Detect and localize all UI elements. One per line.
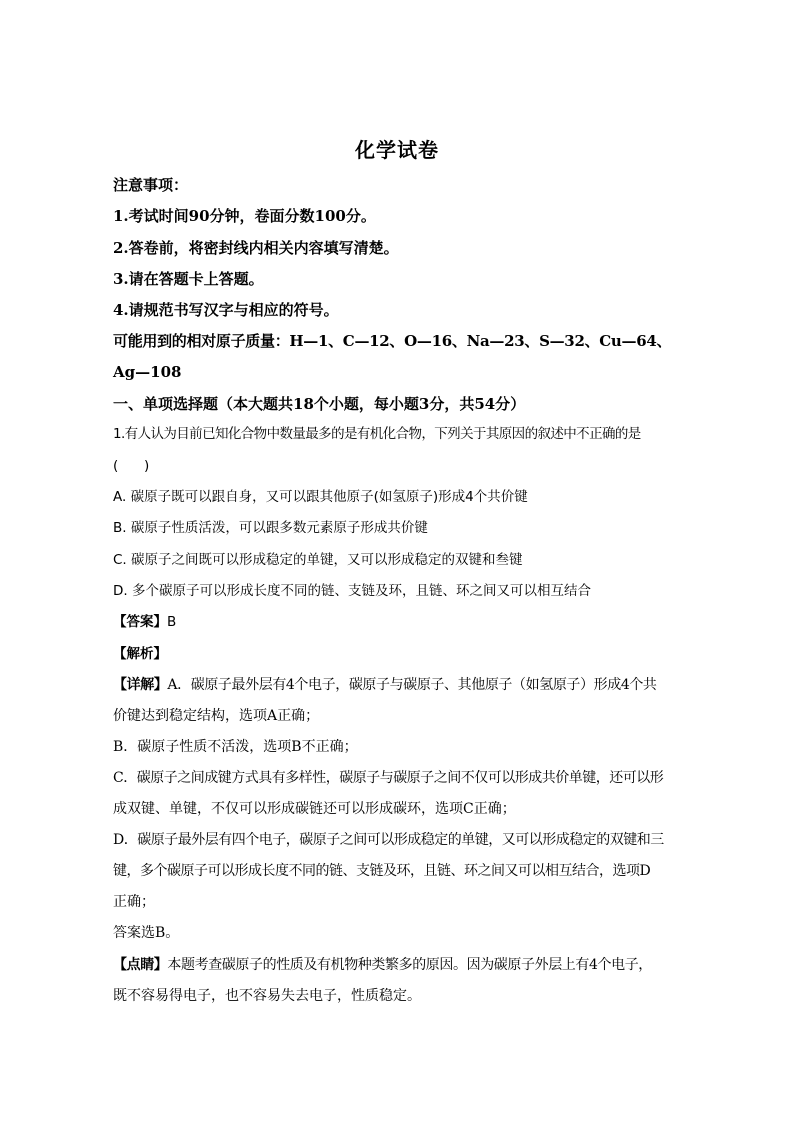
- notice-item-2: 2.答卷前，将密封线内相关内容填写清楚。: [113, 239, 399, 257]
- detail-line-6: D．碳原子最外层有四个电子，碳原子之间可以形成稳定的单键，又可以形成稳定的双键和三: [113, 832, 664, 848]
- detail-line-1: [113, 675, 657, 695]
- detail-line-3: B．碳原子性质不活泼，选项B不正确；: [113, 739, 358, 755]
- detail-label: 【详解】: [113, 677, 168, 693]
- atomic-mass-line-2: Ag—108: [113, 363, 182, 381]
- answer-label: 【答案】: [113, 614, 167, 630]
- question-1-option-c: C. 碳原子之间既可以形成稳定的单键，又可以形成稳定的双键和叁键: [113, 552, 523, 568]
- comment-line-2: 既不容易得电子，也不容易失去电子，性质稳定。: [113, 988, 421, 1004]
- comment-text-1: 本题考查碳原子的性质及有机物种类繁多的原因。因为碳原子外层上有4个电子，: [167, 957, 652, 973]
- question-1-option-d: D. 多个碳原子可以形成长度不同的链、支链及环，且链、环之间又可以相互结合: [113, 583, 591, 599]
- question-1-stem-line-2: ( ): [113, 458, 150, 474]
- detail-line-5: 成双键、单键，不仅可以形成碳链还可以形成碳环，选项C正确；: [113, 801, 516, 817]
- comment-line-1: [113, 955, 652, 975]
- notice-heading: 注意事项：: [113, 176, 189, 194]
- question-1-option-b: B. 碳原子性质活泼，可以跟多数元素原子形成共价键: [113, 520, 428, 536]
- page-title: 化学试卷: [355, 138, 439, 162]
- detail-line-4: C．碳原子之间成键方式具有多样性，碳原子与碳原子之间不仅可以形成共价单键，还可以形: [113, 770, 664, 786]
- notice-item-4: 4.请规范书写汉字与相应的符号。: [113, 301, 339, 319]
- question-1-option-a: A. 碳原子既可以跟自身，又可以跟其他原子(如氢原子)形成4个共价键: [113, 489, 528, 505]
- analysis-label-text: 【解析】: [113, 646, 167, 662]
- notice-item-1: 1.考试时间90分钟，卷面分数100分。: [113, 207, 376, 225]
- section-heading: 一、单项选择题（本大题共18个小题，每小题3分，共54分）: [113, 395, 526, 413]
- detail-line-9: 答案选B。: [113, 925, 180, 941]
- notice-item-3: 3.请在答题卡上答题。: [113, 270, 264, 288]
- analysis-label: [113, 644, 167, 664]
- comment-label: 【点睛】: [113, 957, 168, 973]
- answer-value: B: [167, 614, 177, 630]
- detail-text-1: A．碳原子最外层有4个电子，碳原子与碳原子、其他原子（如氢原子）形成4个共: [167, 677, 657, 693]
- detail-line-2: 价键达到稳定结构，选项A正确；: [113, 708, 320, 724]
- question-1-stem-line-1: 1.有人认为目前已知化合物中数量最多的是有机化合物，下列关于其原因的叙述中不正确的是: [113, 426, 641, 442]
- atomic-mass-line-1: 可能用到的相对原子质量：H—1、C—12、O—16、Na—23、S—32、Cu—64、: [113, 332, 672, 350]
- answer-line: [113, 612, 176, 632]
- detail-line-7: 键，多个碳原子可以形成长度不同的链、支链及环，且链、环之间又可以相互结合，选项D: [113, 863, 651, 879]
- detail-line-8: 正确；: [113, 894, 155, 910]
